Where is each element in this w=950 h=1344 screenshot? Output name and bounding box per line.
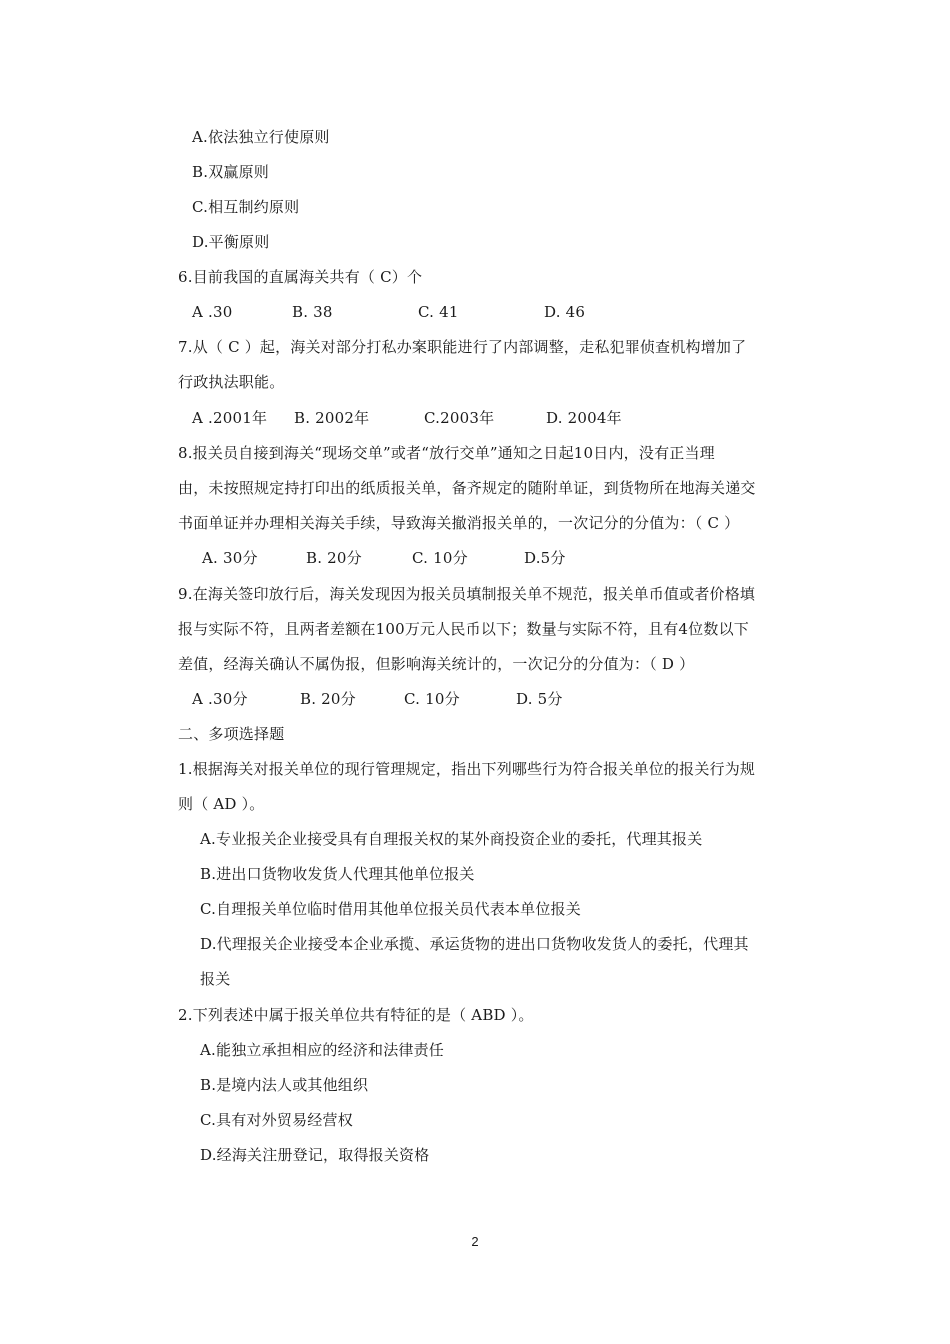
m1-line-1: 1.根据海关对报关单位的现行管理规定，指出下列哪些行为符合报关单位的报关行为规 (178, 760, 756, 778)
q8-option: D.5分 (524, 549, 566, 567)
m2-option-c: C.具有对外贸易经营权 (200, 1111, 353, 1129)
q9-option: B. 20分 (300, 690, 356, 708)
q9-line-1: 9.在海关签印放行后，海关发现因为报关员填制报关单不规范，报关单币值或者价格填 (178, 585, 756, 603)
q7-line-1: 7.从（ C ）起，海关对部分打私办案职能进行了内部调整，走私犯罪侦查机构增加了 (178, 338, 747, 356)
q7-option: C.2003年 (424, 409, 495, 427)
q8-option: B. 20分 (306, 549, 362, 567)
q7-option: A .2001年 (192, 409, 268, 427)
q8-line-3: 书面单证并办理相关海关手续，导致海关撤消报关单的，一次记分的分值为：（ C ） (178, 514, 740, 532)
m1-option-a: A.专业报关企业接受具有自理报关权的某外商投资企业的委托，代理其报关 (200, 830, 703, 848)
section-2-title: 二、多项选择题 (178, 725, 285, 743)
q8-line-1: 8.报关员自接到海关“现场交单”或者“放行交单”通知之日起10日内，没有正当理 (178, 444, 715, 462)
q9-line-3: 差值，经海关确认不属伪报，但影响海关统计的，一次记分的分值为：（ D ） (178, 655, 695, 673)
q6-option: C. 41 (418, 303, 459, 321)
q7-options (192, 408, 622, 428)
q8-option: C. 10分 (412, 549, 468, 567)
q7-option: D. 2004年 (546, 409, 622, 427)
q6-stem: 6.目前我国的直属海关共有（ C）个 (178, 268, 423, 286)
q5-option-b: B.双赢原则 (192, 163, 269, 181)
m2-option-d: D.经海关注册登记，取得报关资格 (200, 1146, 430, 1164)
m1-option-d-line-2: 报关 (200, 970, 231, 988)
m2-option-b: B.是境内法人或其他组织 (200, 1076, 369, 1094)
page-number: 2 (471, 1234, 479, 1249)
q7-line-2: 行政执法职能。 (178, 373, 285, 391)
q6-option: D. 46 (544, 303, 586, 321)
m2-stem: 2.下列表述中属于报关单位共有特征的是（ ABD ）。 (178, 1006, 534, 1024)
m1-option-c: C.自理报关单位临时借用其他单位报关员代表本单位报关 (200, 900, 581, 918)
q6-option: A .30 (192, 303, 233, 321)
q9-option: A .30分 (192, 690, 248, 708)
q8-line-2: 由，未按照规定持打印出的纸质报关单，备齐规定的随附单证，到货物所在地海关递交 (178, 479, 756, 497)
m1-line-2: 则（ AD ）。 (178, 795, 265, 813)
q7-option: B. 2002年 (294, 409, 370, 427)
q9-options (192, 689, 563, 709)
q8-options (202, 548, 566, 568)
q9-option: C. 10分 (404, 690, 460, 708)
q8-option: A. 30分 (202, 549, 258, 567)
q5-option-a: A.依法独立行使原则 (192, 128, 330, 146)
q5-option-c: C.相互制约原则 (192, 198, 300, 216)
q6-options (192, 302, 585, 322)
q6-option: B. 38 (292, 303, 333, 321)
q9-option: D. 5分 (516, 690, 563, 708)
m1-option-b: B.进出口货物收发货人代理其他单位报关 (200, 865, 475, 883)
q9-line-2: 报与实际不符，且两者差额在100万元人民币以下；数量与实际不符，且有4位数以下 (178, 620, 749, 638)
m1-option-d-line-1: D.代理报关企业接受本企业承揽、承运货物的进出口货物收发货人的委托，代理其 (200, 935, 749, 953)
q5-option-d: D.平衡原则 (192, 233, 270, 251)
m2-option-a: A.能独立承担相应的经济和法律责任 (200, 1041, 445, 1059)
